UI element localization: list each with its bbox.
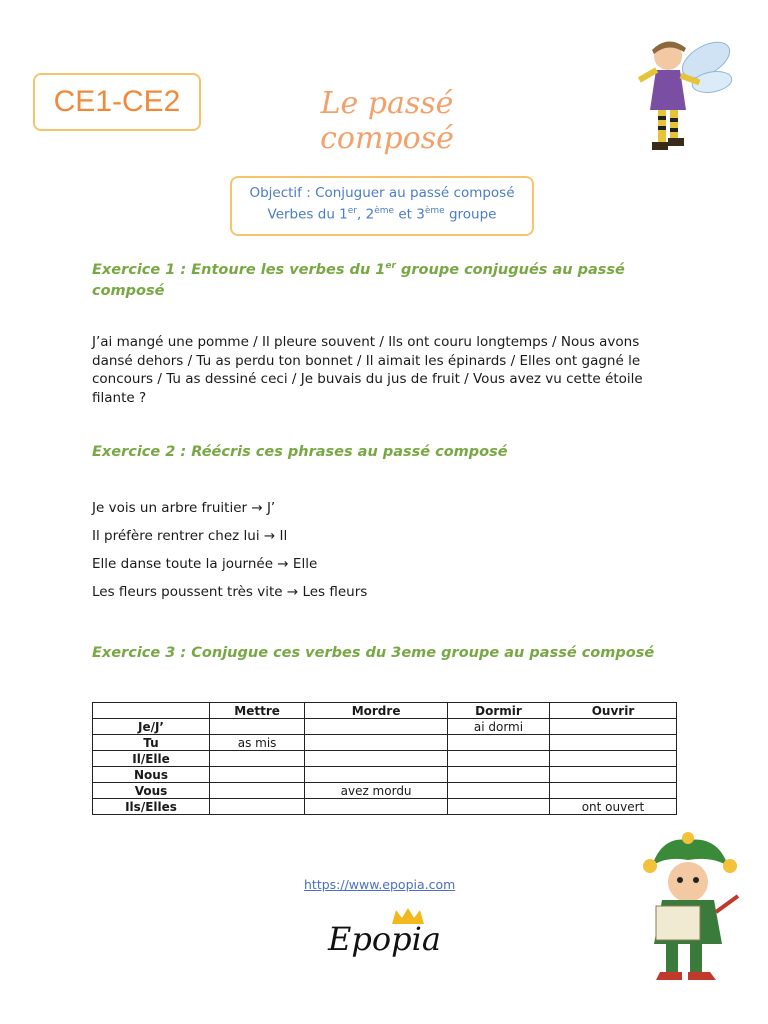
fairy-illustration [628,20,738,160]
pronoun-cell: Tu [93,735,210,751]
exercise2-line: Les fleurs poussent très vite → Les fleurs [92,584,368,600]
answer-cell[interactable] [305,735,448,751]
jester-illustration [632,826,744,986]
answer-cell[interactable]: ai dormi [447,719,549,735]
table-row [93,783,677,799]
answer-cell[interactable] [447,751,549,767]
pronoun-cell: Je/J’ [93,719,210,735]
answer-cell[interactable] [447,735,549,751]
answer-cell[interactable] [447,783,549,799]
pronoun-cell: Il/Elle [93,751,210,767]
answer-cell[interactable] [447,799,549,815]
exercise2-title: Exercice 2 : Réécris ces phrases au passé composé [92,444,508,460]
objective-line1: Objectif : Conjuguer au passé composé [249,185,515,201]
answer-cell[interactable] [549,783,676,799]
website-link[interactable]: https://www.epopia.com [304,877,456,892]
exercise1-text: J’ai mangé une pomme / Il pleure souvent / Ils ont couru longtemps / Nous avons dansé dehors / Tu as perdu ton bonnet / Il aimait les épinards / Elles ont gagné le concours / Tu as dessiné ceci / Je buvais du jus de fruit / Vous avez vu cette étoile filante ? [92,334,643,406]
answer-cell[interactable] [210,799,305,815]
column-header: Mordre [305,703,448,719]
pronoun-cell: Nous [93,767,210,783]
answer-cell[interactable] [305,719,448,735]
exercise2-line: Elle danse toute la journée → Elle [92,556,318,572]
column-header: Mettre [210,703,305,719]
table-header-row [93,703,677,719]
table-row [93,735,677,751]
answer-cell[interactable] [210,719,305,735]
column-header: Dormir [447,703,549,719]
pronoun-cell: Ils/Elles [93,799,210,815]
answer-cell[interactable]: avez mordu [305,783,448,799]
answer-cell[interactable] [447,767,549,783]
table-row [93,799,677,815]
objective-line2: Verbes du 1er, 2ème et 3ème groupe [267,206,497,223]
table-row [93,767,677,783]
answer-cell[interactable]: as mis [210,735,305,751]
answer-cell[interactable] [305,767,448,783]
answer-cell[interactable] [210,767,305,783]
objective-box [230,176,534,236]
logo-text: Epopia [328,920,441,958]
exercise2-line: Je vois un arbre fruitier → J’ [92,500,276,516]
pronoun-cell: Vous [93,783,210,799]
exercise2-line: Il préfère rentrer chez lui → Il [92,528,288,544]
answer-cell[interactable] [305,799,448,815]
table-row [93,751,677,767]
answer-cell[interactable]: ont ouvert [549,799,676,815]
corner-cell [93,703,210,719]
answer-cell[interactable] [549,735,676,751]
exercise3-title: Exercice 3 : Conjugue ces verbes du 3eme groupe au passé composé [92,645,655,661]
exercise1-title: Exercice 1 : Entoure les verbes du 1er groupe conjugués au passé composé [92,261,625,299]
answer-cell[interactable] [549,719,676,735]
answer-cell[interactable] [210,783,305,799]
column-header: Ouvrir [549,703,676,719]
table-row [93,719,677,735]
epopia-logo [328,902,440,972]
answer-cell[interactable] [210,751,305,767]
page-title: Le passé composé [320,86,454,156]
conjugation-table [92,702,677,815]
answer-cell[interactable] [549,767,676,783]
level-badge: CE1-CE2 [33,73,201,131]
answer-cell[interactable] [549,751,676,767]
answer-cell[interactable] [305,751,448,767]
